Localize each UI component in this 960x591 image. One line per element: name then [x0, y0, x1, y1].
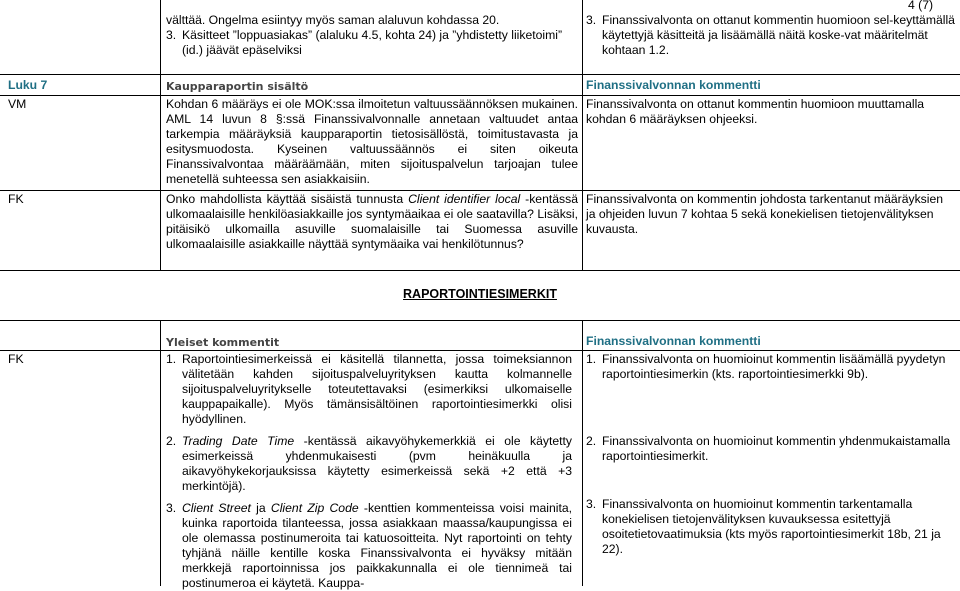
- list-item-number: 2.: [166, 434, 177, 448]
- list-item: [166, 352, 572, 427]
- continuation-list: [166, 28, 582, 58]
- list-item-number: 1.: [586, 352, 597, 366]
- column-header-general: Yleiset kommentit: [166, 336, 280, 349]
- fsa-comment-1: [586, 352, 952, 382]
- list-item-number: 3.: [166, 28, 177, 42]
- continuation-text: välttää. Ongelma esiintyy myös saman alaluvun kohdassa 20.: [166, 13, 500, 27]
- table-rule: [0, 270, 960, 271]
- list-item-text: Trading Date Time -kentässä aikavyöhykemerkkiä ei ole käytetty esimerkeissä yhdenmukaisesti (pvm heinäkuulla ja aikavyöhykekorjauksissa käytetty esimerkeissä sekä +2 että +3 merkintöjä).: [182, 434, 572, 493]
- section-title: RAPORTOINTIESIMERKIT: [403, 287, 557, 301]
- column-divider: [582, 320, 583, 586]
- table-rule: [0, 95, 960, 96]
- fsa-comment-2: [586, 434, 952, 464]
- chapter-label: Luku 7: [8, 78, 48, 92]
- list-item-number: 1.: [166, 352, 177, 366]
- row-comment-vm: [586, 97, 952, 127]
- general-comments: [166, 352, 572, 591]
- column-divider: [160, 320, 161, 586]
- table-rule: [0, 320, 960, 321]
- row-content-text: Kohdan 6 määräys ei ole MOK:ssa ilmoitetun valtuussäännöksen mukainen. AML 14 luvun 8 §:ssä Finanssivalvonnalle annetaan valtuudet antaa tarkempia määräyksiä kaupparaportin tietosisällöstä, toimitustavasta ja esitysmuodosta. Kyseinen valtuussäännös ei siten oikeuta Finanssivalvontaa määräämään, miten sijoituspalvelun tarjoajan tulee menetellä suhteessa sen asiakkaisiin.: [166, 97, 578, 186]
- list-item-number: 3.: [586, 497, 597, 511]
- top-right-continuation: [586, 13, 958, 58]
- column-header-content: Kaupparaportin sisältö: [166, 80, 309, 93]
- page-number: 4 (7): [908, 0, 934, 12]
- row-content-text: Onko mahdollista käyttää sisäistä tunnusta Client identifier local -kentässä ulkomaalaisille henkilöasiakkaille jos syntymäaikaa ei ole saatavilla? Lisäksi, pitäisikö ulkomailla asuville suomalaisille tai Suomessa asuville ulkomaalaisille asiakkaille näyttää syntymäaika vai henkilötunnus?: [166, 192, 578, 251]
- column-header-comment: Finanssivalvonnan kommentti: [586, 78, 761, 92]
- row-tag-fk: FK: [8, 352, 24, 366]
- row-comment-text: Finanssivalvonta on ottanut kommentin huomioon muuttamalla kohdan 6 määräyksen ohjeeksi.: [586, 97, 925, 126]
- row-comment-fk: [586, 192, 952, 237]
- row-content-vm: [166, 97, 578, 187]
- list-item-text: Käsitteet ”loppuasiakas” (alaluku 4.5, kohta 24) ja ”yhdistetty liiketoimi” (id.) jäävät epäselviksi: [182, 28, 563, 57]
- row-tag-fk: FK: [8, 192, 24, 206]
- table-rule: [0, 190, 960, 191]
- column-divider: [160, 0, 161, 270]
- table-rule: [0, 350, 960, 351]
- list-item-text: Raportointiesimerkeissä ei käsitellä tilannetta, jossa toimeksiannon välitetään kahden sijoituspalveluyrityksen kautta kolmannelle sijoituspalveluyritykselle toteutettavaksi (esimerkiksi ulkomaiselle kauppapaikalle). Myös tämänsisältöinen raportointiesimerkki olisi hyödyllinen.: [182, 352, 572, 426]
- list-item: [586, 352, 952, 382]
- list-item: [586, 434, 952, 464]
- list-item: [166, 434, 572, 494]
- list-item-text: Finanssivalvonta on huomioinut kommentin yhdenmukaistamalla raportointiesimerkit.: [602, 434, 951, 463]
- continuation-list: [586, 13, 958, 58]
- list-item-text: Finanssivalvonta on huomioinut kommentin tarkentamalla konekielisen tietojenvälityksen kuvauksessa esitettyjä osoitetietovaatimuksia (kts myös raportointiesimerkit 18b, 21 ja 22).: [602, 497, 941, 556]
- list-item: [166, 501, 572, 591]
- general-comments-list: [166, 352, 572, 591]
- list-item-number: 3.: [586, 13, 597, 27]
- row-content-fk: [166, 192, 578, 252]
- list-item-number: 2.: [586, 434, 597, 448]
- list-item: [166, 28, 582, 58]
- column-divider: [582, 0, 583, 270]
- table-rule: [0, 74, 960, 75]
- list-item: [586, 13, 958, 58]
- top-left-continuation: [166, 13, 582, 58]
- column-header-comment: Finanssivalvonnan kommentti: [586, 334, 761, 348]
- list-item: [586, 497, 952, 557]
- list-item-number: 3.: [166, 501, 177, 515]
- list-item-text: Finanssivalvonta on ottanut kommentin huomioon sel-keyttämällä käytettyjä käsitteitä ja lisäämällä näitä koske-vat määritelmät kohtaan 1.2.: [602, 13, 955, 57]
- list-item-text: Client Street ja Client Zip Code -kenttien kommenteissa voisi mainita, kuinka raportoida tilanteessa, jossa asiakkaan maassa/kaupungissa ei ole olemassa postinumeroita tai katuosoitteita. Nyt raportointi on tehty tyhjänä näille kentille koska Finanssivalvonta ei hyväksy mitään merkkejä raportoinnissa jos paikkakunnalla ei ole tiennimeä tai postinumeroa ei käytetä. Kauppa-: [182, 501, 573, 590]
- row-comment-text: Finanssivalvonta on kommentin johdosta tarkentanut määräyksien ja ohjeiden luvun 7 kohtaa 5 sekä konekielisen tietojenvälityksen kuvausta.: [586, 192, 944, 236]
- list-item-text: Finanssivalvonta on huomioinut kommentin lisäämällä pyydetyn raportointiesimerkin (kts. raportointiesimerkki 9b).: [602, 352, 946, 381]
- fsa-comment-3: [586, 497, 952, 557]
- row-tag-vm: VM: [8, 97, 27, 111]
